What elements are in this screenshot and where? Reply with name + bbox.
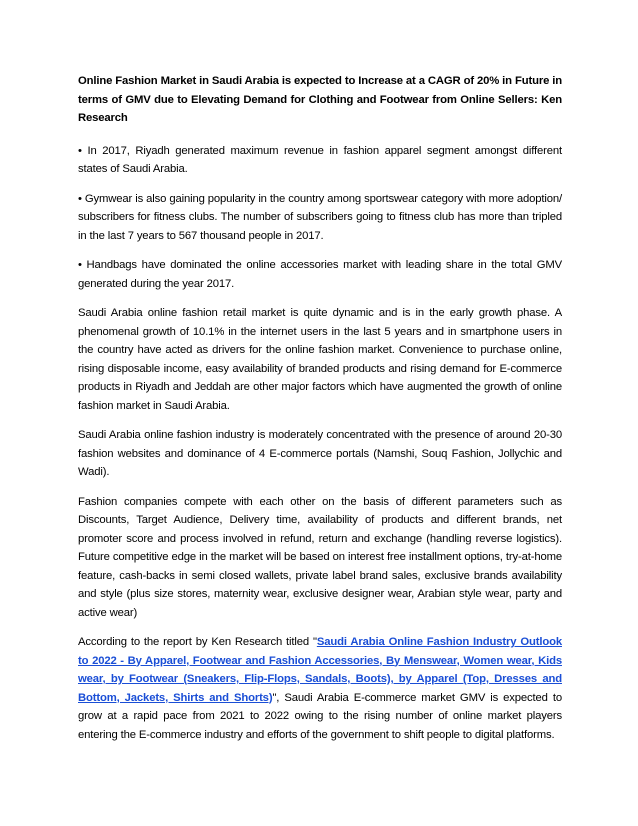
report-prefix: According to the report by Ken Research titled ": [78, 636, 317, 648]
paragraph-report-summary: [78, 633, 562, 744]
document-page: [78, 72, 562, 755]
report-title-link[interactable]: Saudi Arabia Online Fashion Industry Outlook to 2022 - By Apparel, Footwear and Fashion Accessories, By Menswear, Women wear, Kids wear, by Footwear (Sneakers, Flip-Flops, Sandals, Boots), by Apparel (Top, Dresses and Bottom, Jackets, Shirts and Shorts): [78, 636, 562, 704]
paragraph-industry-concentration: Saudi Arabia online fashion industry is moderately concentrated with the presence of around 20-30 fashion websites and dominance of 4 E-commerce portals (Namshi, Souq Fashion, Jollychic and Wadi).: [78, 429, 562, 478]
paragraph-market-growth: Saudi Arabia online fashion retail market is quite dynamic and is in the early growth phase. A phenomenal growth of 10.1% in the internet users in the last 5 years and in smartphone users in the country have acted as drivers for the online fashion market. Convenience to purchase online, rising disposable income, easy availability of branded products and rising demand for E-commerce products in Riyadh and Jeddah are other major factors which have augmented the growth of online fashion market in Saudi Arabia.: [78, 307, 562, 412]
paragraph-competition: Fashion companies compete with each other on the basis of different parameters such as Discounts, Target Audience, Delivery time, availability of products and different brands, net promoter score and process involved in refund, return and exchange (handling reverse logistics). Future competitive edge in the market will be based on interest free installment options, try-at-home feature, cash-backs in semi closed wallets, private label brand sales, exclusive brands availability and style (plus size stores, maternity wear, exclusive designer wear, Arabian style wear, party and active wear): [78, 495, 562, 619]
bullet-riyadh-revenue: • In 2017, Riyadh generated maximum revenue in fashion apparel segment amongst different states of Saudi Arabia.: [78, 144, 562, 175]
bullet-gymwear: • Gymwear is also gaining popularity in the country among sportswear category with more adoption/ subscribers for fitness clubs. The number of subscribers going to fitness club has more than tripled in the last 7 years to 567 thousand people in 2017.: [78, 192, 562, 242]
report-suffix: ", Saudi Arabia E-commerce market GMV is expected to grow at a rapid pace from 2021 to 2022 owing to the rising number of online market players entering the E-commerce industry and efforts of the government to shift people to digital platforms.: [78, 691, 562, 741]
bullet-handbags: • Handbags have dominated the online accessories market with leading share in the total GMV generated during the year 2017.: [78, 259, 562, 290]
document-title: Online Fashion Market in Saudi Arabia is expected to Increase at a CAGR of 20% in Future in terms of GMV due to Elevating Demand for Clothing and Footwear from Online Sellers: Ken Research: [78, 75, 562, 124]
